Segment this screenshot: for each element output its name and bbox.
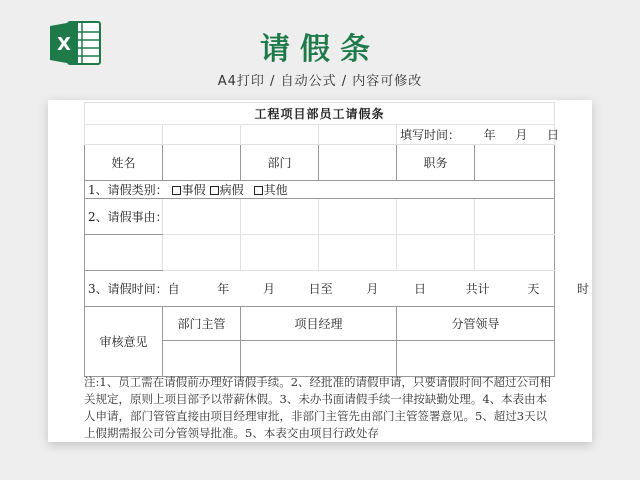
reason-input-cell[interactable] [163, 199, 241, 235]
fill-month: 月 [515, 128, 528, 142]
cell[interactable] [163, 125, 241, 145]
leave-time-row [85, 271, 590, 307]
sick-leave-checkbox[interactable] [210, 186, 219, 195]
time-day-to: 日至 [308, 282, 333, 296]
time-year: 年 [217, 282, 230, 296]
time-from-label: 3、请假时间：自 [88, 282, 180, 296]
leave-form-table [84, 102, 590, 377]
reason-input-cell[interactable] [241, 235, 319, 271]
total-hours: 时 [577, 282, 590, 296]
reason-label: 2、请假事由： [85, 199, 163, 235]
project-manager-label: 项目经理 [241, 307, 397, 341]
spreadsheet-sheet [48, 100, 592, 442]
reason-input-cell[interactable] [319, 235, 397, 271]
other-leave-checkbox[interactable] [254, 186, 263, 195]
dept-label: 部门 [241, 145, 319, 181]
dept-head-label: 部门主管 [163, 307, 241, 341]
leave-type-option: 其他 [263, 183, 288, 197]
time-month: 月 [262, 282, 275, 296]
total-days: 天 [527, 282, 540, 296]
reason-input-cell[interactable] [85, 235, 163, 271]
dept-head-sign-cell[interactable] [163, 341, 241, 377]
name-input-cell[interactable] [163, 145, 241, 181]
personal-leave-checkbox[interactable] [172, 186, 181, 195]
notes-text: 注:1、员工需在请假前办理好请假手续。2、经批准的请假申请，只要请假时间不超过公司相关规定，原则上项目部予以带薪休假。3、未办书面请假手续一律按缺勤处理。4、本表由本人申请，部门管管直接由项目经理审批，非部门主管先由部门主管签署意见。5、超过3天以上假期需报公司分管领导批准。5、本表交由项目行政处存 [84, 375, 552, 440]
fill-time-label: 填写时间： [400, 128, 461, 142]
reason-input-cell[interactable] [241, 199, 319, 235]
fill-year: 年 [483, 128, 496, 142]
cell[interactable] [241, 125, 319, 145]
reason-input-cell[interactable] [163, 235, 241, 271]
svg-text:X: X [57, 34, 71, 55]
reason-input-cell[interactable] [319, 199, 397, 235]
project-manager-sign-cell[interactable] [241, 341, 397, 377]
page-title: 请假条 [260, 32, 380, 67]
page-subtitle: A4打印 / 自动公式 / 内容可修改 [217, 74, 423, 89]
form-title: 工程项目部员工请假条 [85, 103, 555, 125]
reason-input-cell[interactable] [397, 199, 475, 235]
time-day-2: 日 [413, 282, 426, 296]
time-month-2: 月 [366, 282, 379, 296]
leave-type-row [85, 181, 555, 199]
total-label: 共计 [465, 282, 490, 296]
division-leader-sign-cell[interactable] [397, 341, 555, 377]
review-label: 审核意见 [85, 307, 163, 377]
fill-time-row [397, 125, 560, 145]
leave-type-label: 1、请假类别： [88, 183, 168, 197]
reason-input-cell[interactable] [475, 199, 555, 235]
position-input-cell[interactable] [475, 145, 555, 181]
fill-day: 日 [547, 128, 560, 142]
dept-input-cell[interactable] [319, 145, 397, 181]
position-label: 职务 [397, 145, 475, 181]
cell[interactable] [319, 125, 397, 145]
cell[interactable] [85, 125, 163, 145]
reason-input-cell[interactable] [397, 235, 475, 271]
name-label: 姓名 [85, 145, 163, 181]
leave-type-option: 事假 [181, 183, 206, 197]
reason-input-cell[interactable] [475, 235, 555, 271]
leave-type-option: 病假 [219, 183, 244, 197]
division-leader-label: 分管领导 [397, 307, 555, 341]
